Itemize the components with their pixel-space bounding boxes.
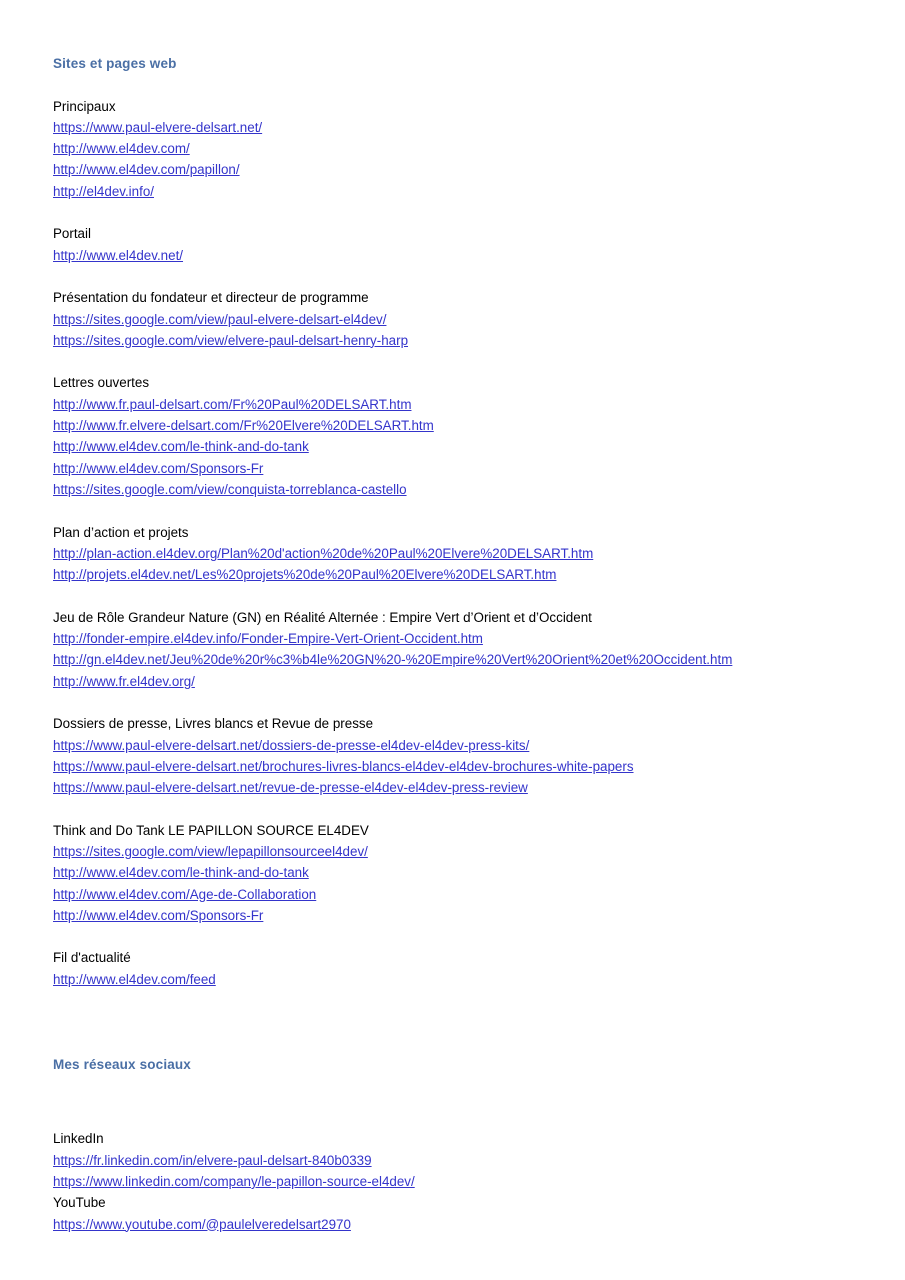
group-label: YouTube xyxy=(53,1195,106,1211)
link-group-presentation-fondateur xyxy=(53,287,865,351)
section-heading: Sites et pages web xyxy=(53,56,177,71)
link-item[interactable]: http://www.el4dev.com/papillon/ xyxy=(53,162,240,178)
link-item[interactable]: http://www.el4dev.net/ xyxy=(53,247,184,263)
section-sites-et-pages-web xyxy=(53,53,865,990)
link-item[interactable]: https://sites.google.com/view/lepapillonsourceel4dev/ xyxy=(53,843,368,859)
group-label: Présentation du fondateur et directeur de programme xyxy=(53,290,369,306)
link-group-portail xyxy=(53,223,865,266)
link-item[interactable]: https://www.linkedin.com/company/le-papillon-source-el4dev/ xyxy=(53,1173,415,1189)
link-group-jeu-de-role-gn xyxy=(53,607,865,692)
group-label: Lettres ouvertes xyxy=(53,375,150,391)
spacer xyxy=(53,798,865,819)
spacer xyxy=(53,692,865,713)
spacer xyxy=(53,202,865,223)
spacer xyxy=(53,351,865,372)
link-item[interactable]: http://www.fr.elvere-delsart.com/Fr%20Elvere%20DELSART.htm xyxy=(53,418,434,434)
group-label: Fil d'actualité xyxy=(53,950,131,966)
link-item[interactable]: https://www.paul-elvere-delsart.net/ xyxy=(53,119,263,135)
spacer xyxy=(53,585,865,606)
link-item[interactable]: https://sites.google.com/view/paul-elvere-delsart-el4dev/ xyxy=(53,311,387,327)
section-heading: Mes réseaux sociaux xyxy=(53,1057,191,1073)
link-item[interactable]: https://sites.google.com/view/conquista-torreblanca-castello xyxy=(53,481,407,497)
section-mes-reseaux-sociaux xyxy=(53,1054,865,1235)
group-label: Portail xyxy=(53,226,91,242)
group-label: LinkedIn xyxy=(53,1131,104,1147)
link-group-think-and-do-tank xyxy=(53,820,865,926)
link-item[interactable]: http://www.el4dev.com/Sponsors-Fr xyxy=(53,460,264,476)
group-label: Plan d’action et projets xyxy=(53,524,189,540)
link-item[interactable]: http://www.el4dev.com/le-think-and-do-tank xyxy=(53,439,309,455)
link-item[interactable]: http://www.el4dev.com/feed xyxy=(53,971,216,987)
link-item[interactable]: https://www.paul-elvere-delsart.net/revue-de-presse-el4dev-el4dev-press-review xyxy=(53,780,528,796)
link-item[interactable]: http://www.el4dev.com/ xyxy=(53,141,190,157)
link-item[interactable]: https://sites.google.com/view/elvere-paul-delsart-henry-harp xyxy=(53,332,409,348)
group-label: Think and Do Tank LE PAPILLON SOURCE EL4DEV xyxy=(53,822,369,838)
spacer xyxy=(53,990,865,1054)
link-item[interactable]: http://www.el4dev.com/Age-de-Collaboration xyxy=(53,886,317,902)
spacer xyxy=(53,266,865,287)
spacer xyxy=(53,1075,865,1128)
link-item[interactable]: http://el4dev.info/ xyxy=(53,183,154,199)
link-item[interactable]: http://fonder-empire.el4dev.info/Fonder-Empire-Vert-Orient-Occident.htm xyxy=(53,631,483,647)
link-group-fil-actualite xyxy=(53,947,865,990)
link-item[interactable]: http://www.el4dev.com/le-think-and-do-tank xyxy=(53,865,309,881)
group-label: Dossiers de presse, Livres blancs et Revue de presse xyxy=(53,716,374,732)
link-item[interactable]: https://www.paul-elvere-delsart.net/brochures-livres-blancs-el4dev-el4dev-brochures-white-papers xyxy=(53,758,634,774)
spacer xyxy=(53,74,865,95)
spacer xyxy=(53,500,865,521)
link-group-lettres-ouvertes xyxy=(53,372,865,500)
link-item[interactable]: https://fr.linkedin.com/in/elvere-paul-delsart-840b0339 xyxy=(53,1152,372,1168)
group-label: Principaux xyxy=(53,98,116,114)
link-item[interactable]: http://www.fr.paul-delsart.com/Fr%20Paul%20DELSART.htm xyxy=(53,396,412,412)
link-group-linkedin xyxy=(53,1128,865,1192)
link-item[interactable]: https://www.youtube.com/@paulelveredelsart2970 xyxy=(53,1216,351,1232)
link-group-youtube xyxy=(53,1192,865,1235)
link-item[interactable]: https://www.paul-elvere-delsart.net/dossiers-de-presse-el4dev-el4dev-press-kits/ xyxy=(53,737,530,753)
link-item[interactable]: http://plan-action.el4dev.org/Plan%20d'action%20de%20Paul%20Elvere%20DELSART.htm xyxy=(53,545,594,561)
spacer xyxy=(53,926,865,947)
link-item[interactable]: http://www.el4dev.com/Sponsors-Fr xyxy=(53,907,264,923)
link-item[interactable]: http://gn.el4dev.net/Jeu%20de%20r%c3%b4le%20GN%20-%20Empire%20Vert%20Orient%20et%20Occident.htm xyxy=(53,652,733,668)
group-label: Jeu de Rôle Grandeur Nature (GN) en Réalité Alternée : Empire Vert d’Orient et d’Occident xyxy=(53,609,592,625)
link-item[interactable]: http://projets.el4dev.net/Les%20projets%20de%20Paul%20Elvere%20DELSART.htm xyxy=(53,567,557,583)
link-item[interactable]: http://www.fr.el4dev.org/ xyxy=(53,673,195,689)
link-group-plan-action-projets xyxy=(53,522,865,586)
link-group-dossiers-de-presse xyxy=(53,713,865,798)
link-group-principaux xyxy=(53,96,865,202)
